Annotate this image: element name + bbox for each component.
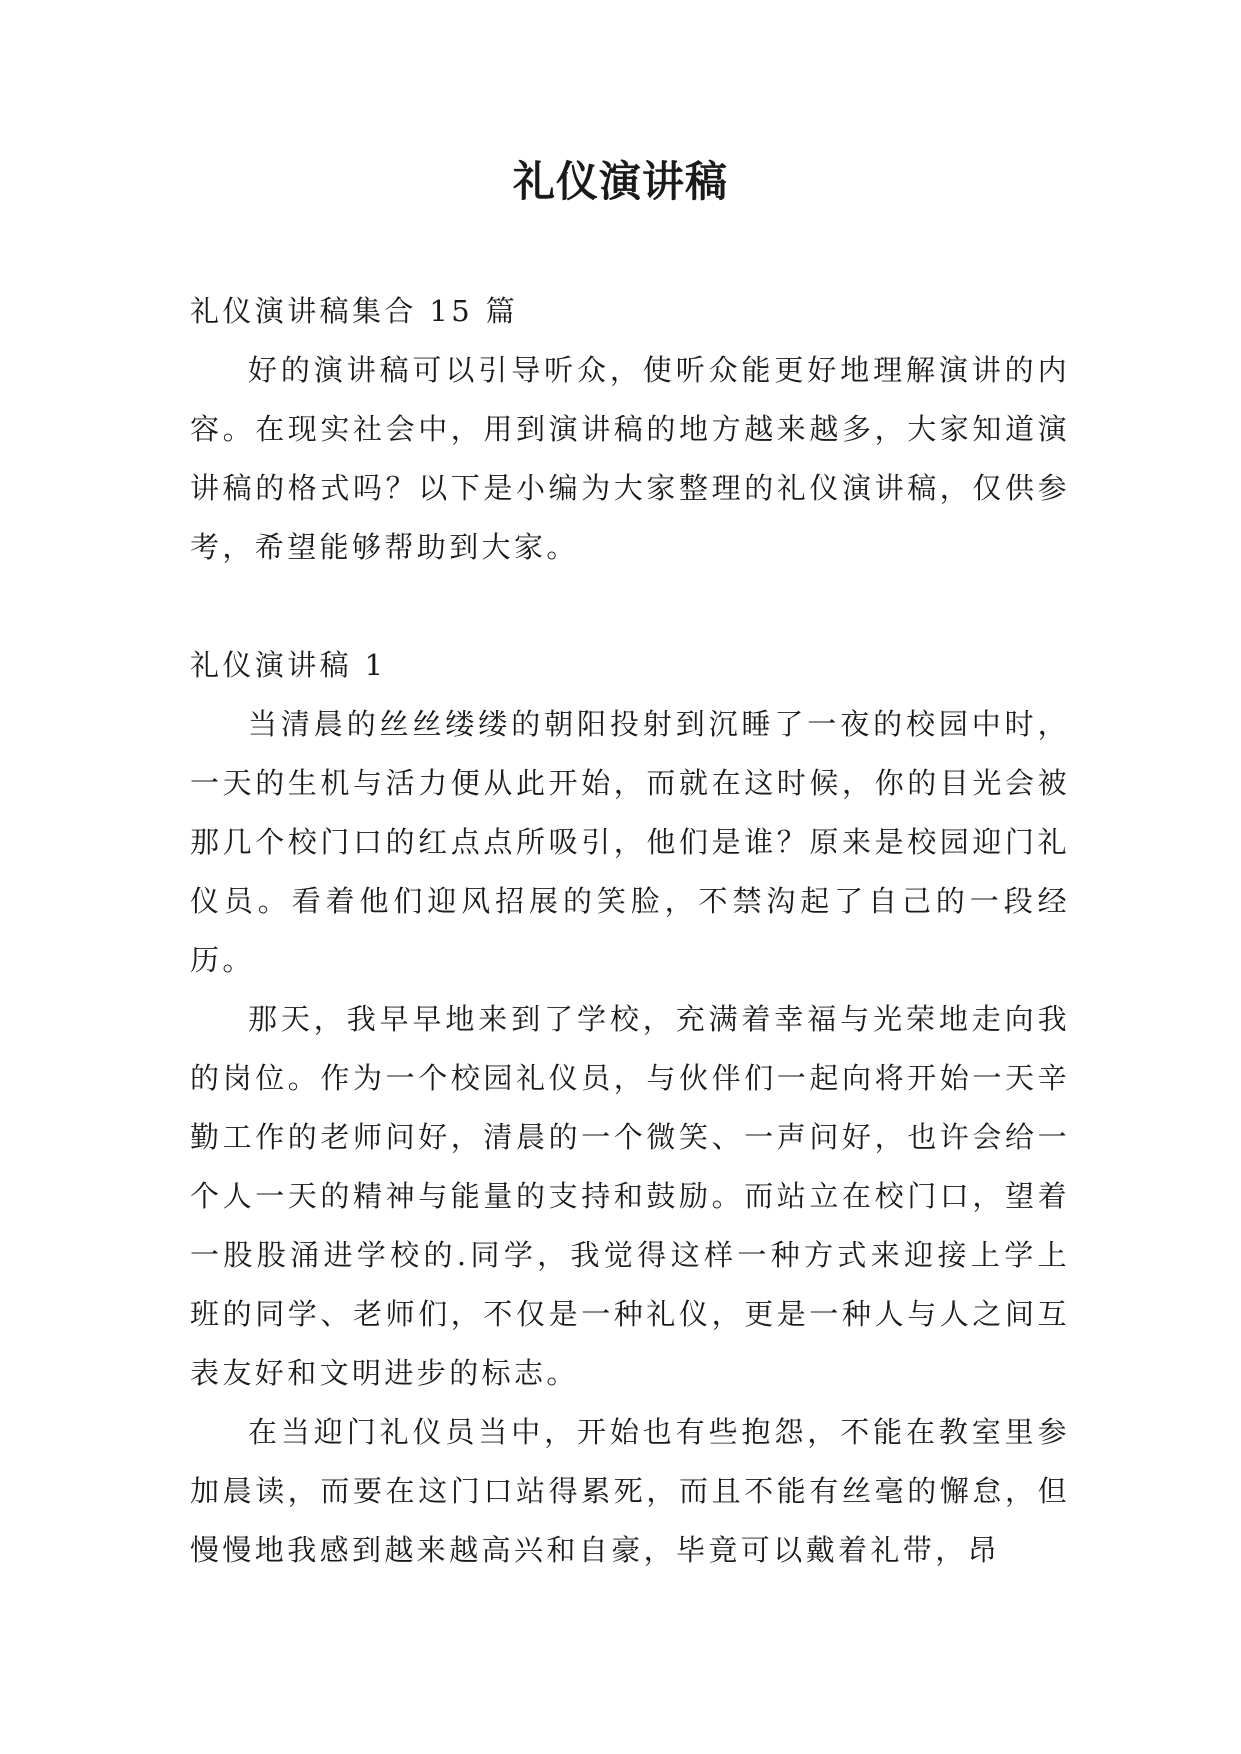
section-1-paragraph: 那天，我早早地来到了学校，充满着幸福与光荣地走向我的岗位。作为一个校园礼仪员，与伙伴们一起向将开始一天辛勤工作的老师问好，清晨的一个微笑、一声问好，也许会给一个人一天的精神与能量的支持和鼓励。而站立在校门口，望着一股股涌进学校的.同学，我觉得这样一种方式来迎接上学上班的同学、老师们，不仅是一种礼仪，更是一种人与人之间互表友好和文明进步的标志。: [190, 1002, 1070, 1390]
section-1: [190, 636, 1070, 1580]
section-1-paragraph: 当清晨的丝丝缕缕的朝阳投射到沉睡了一夜的校园中时，一天的生机与活力便从此开始，而就在这时候，你的目光会被那几个校门口的红点点所吸引，他们是谁？原来是校园迎门礼仪员。看着他们迎风招展的笑脸，不禁沟起了自己的一段经历。: [190, 707, 1070, 977]
document-title: 礼仪演讲稿: [512, 157, 728, 206]
section-1-paragraph: 在当迎门礼仪员当中，开始也有些抱怨，不能在教室里参加晨读，而要在这门口站得累死，而且不能有丝毫的懈怠，但慢慢地我感到越来越高兴和自豪，毕竟可以戴着礼带，昂: [190, 1415, 1070, 1567]
intro-heading: 礼仪演讲稿集合 15 篇: [190, 294, 519, 328]
section-1-heading: 礼仪演讲稿 1: [190, 648, 387, 682]
intro-section: [190, 282, 1070, 577]
intro-paragraph: 好的演讲稿可以引导听众，使听众能更好地理解演讲的内容。在现实社会中，用到演讲稿的地方越来越多，大家知道演讲稿的格式吗？以下是小编为大家整理的礼仪演讲稿，仅供参考，希望能够帮助到大家。: [190, 353, 1070, 564]
